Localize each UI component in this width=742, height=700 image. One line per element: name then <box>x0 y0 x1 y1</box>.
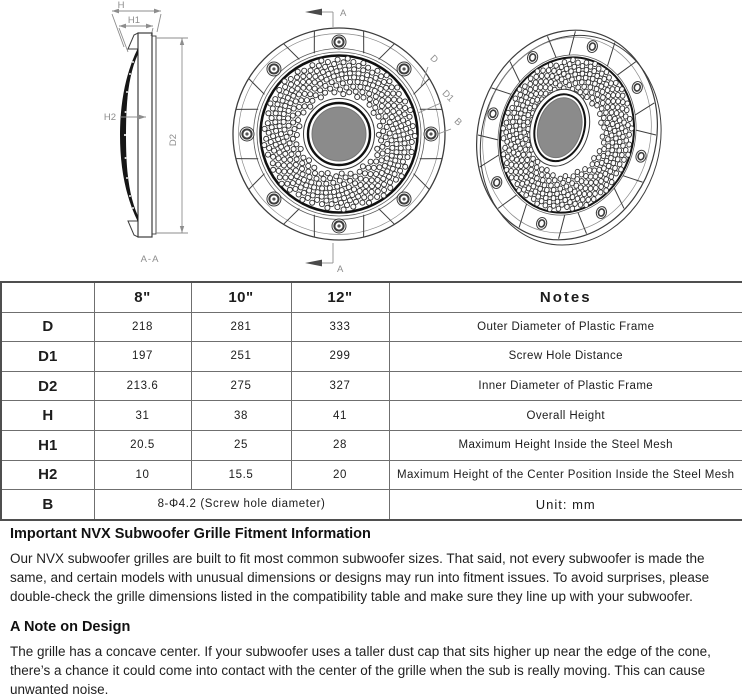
dim-label-h: H <box>117 0 125 11</box>
row-label: D1 <box>1 342 94 372</box>
fitment-heading: Important NVX Subwoofer Grille Fitment Information <box>10 526 371 542</box>
col-header-notes: Notes <box>389 282 742 312</box>
value-cell: 15.5 <box>191 460 291 490</box>
col-header-8in: 8" <box>94 282 191 312</box>
note-cell: Inner Diameter of Plastic Frame <box>389 371 742 401</box>
perspective-view <box>451 9 686 267</box>
value-cell: 218 <box>94 312 191 342</box>
note-cell: Outer Diameter of Plastic Frame <box>389 312 742 342</box>
note-cell: Maximum Height Inside the Steel Mesh <box>389 430 742 460</box>
technical-drawing-area <box>0 0 742 281</box>
section-label: A-A <box>140 254 160 265</box>
mesh-section <box>120 48 138 222</box>
corner-cell <box>1 282 94 312</box>
table-row <box>1 371 742 401</box>
col-header-10in: 10" <box>191 282 291 312</box>
design-note-heading: A Note on Design <box>10 619 131 635</box>
value-cell: 28 <box>291 430 389 460</box>
table-row <box>1 401 742 431</box>
value-cell: 327 <box>291 371 389 401</box>
row-label: D2 <box>1 371 94 401</box>
row-label: H2 <box>1 460 94 490</box>
row-label: B <box>1 490 94 520</box>
value-cell: 197 <box>94 342 191 372</box>
dim-label-b: B <box>451 116 464 129</box>
value-cell: 275 <box>191 371 291 401</box>
unit-cell: Unit: mm <box>389 490 742 520</box>
dim-label-d1: D1 <box>439 88 456 105</box>
value-cell: 41 <box>291 401 389 431</box>
value-cell: 10 <box>94 460 191 490</box>
section-marker-bottom <box>305 243 344 275</box>
value-cell: 251 <box>191 342 291 372</box>
note-cell: Maximum Height of the Center Position Inside the Steel Mesh <box>389 460 742 490</box>
fitment-info-section <box>10 510 732 699</box>
section-arrow-label-top: A <box>340 8 347 19</box>
fitment-paragraph: Our NVX subwoofer grilles are built to fit most common subwoofer sizes. That said, not every subwoofer is made the same, and certain models with unusual dimensions or designs may run into fitment issues. To avoid surprises, please double-check the grille dimensions listed in the compatibility table and make sure they line up with your subwoofer. <box>10 551 710 604</box>
side-section-view <box>104 0 188 265</box>
value-cell: 31 <box>94 401 191 431</box>
front-view <box>233 8 464 275</box>
col-header-12in: 12" <box>291 282 389 312</box>
diameter-leaders <box>418 53 464 134</box>
row-label: D <box>1 312 94 342</box>
value-cell: 333 <box>291 312 389 342</box>
note-cell: Overall Height <box>389 401 742 431</box>
screw-hole-diameter-cell: 8-Φ4.2 (Screw hole diameter) <box>94 490 389 520</box>
grille-technical-drawing <box>0 0 742 281</box>
table-row <box>1 460 742 490</box>
table-row <box>1 430 742 460</box>
note-cell: Screw Hole Distance <box>389 342 742 372</box>
value-cell: 38 <box>191 401 291 431</box>
dimension-table <box>0 281 742 521</box>
table-header-row <box>1 282 742 312</box>
table-row <box>1 342 742 372</box>
center-concave-disk <box>312 107 366 161</box>
value-cell: 213.6 <box>94 371 191 401</box>
value-cell: 20 <box>291 460 389 490</box>
dim-label-h1: H1 <box>127 15 141 26</box>
value-cell: 25 <box>191 430 291 460</box>
design-note-paragraph: The grille has a concave center. If your subwoofer uses a taller dust cap that sits higher up near the edge of the cone, there’s a chance it could come into contact with the center of the grille when the sub is really moving. This can cause unwanted noise. <box>10 644 711 697</box>
section-arrow-label-bottom: A <box>337 264 344 275</box>
row-label: H <box>1 401 94 431</box>
section-marker-top <box>305 8 347 27</box>
value-cell: 299 <box>291 342 389 372</box>
dim-label-h2: H2 <box>103 112 117 123</box>
value-cell: 20.5 <box>94 430 191 460</box>
table-row <box>1 312 742 342</box>
dim-label-d2: D2 <box>168 133 179 147</box>
value-cell: 281 <box>191 312 291 342</box>
row-label: H1 <box>1 430 94 460</box>
dim-label-d: D <box>427 52 441 66</box>
